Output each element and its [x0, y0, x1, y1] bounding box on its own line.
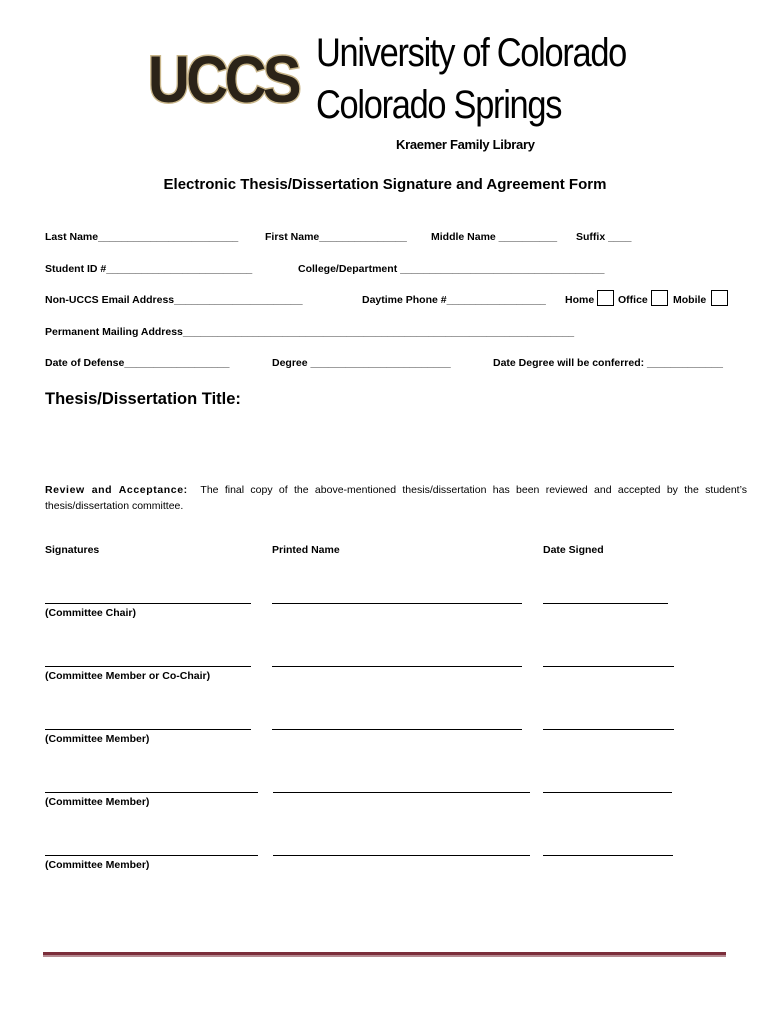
university-name-line1: University of Colorado — [316, 31, 627, 75]
signature-line[interactable] — [45, 855, 258, 856]
review-label: Review and Acceptance: — [45, 484, 188, 496]
signatures-header: Signatures — [45, 544, 100, 556]
printed-name-header: Printed Name — [272, 544, 340, 556]
printed-name-line[interactable] — [273, 792, 530, 793]
signer-role: (Committee Chair) — [45, 607, 137, 619]
email-field[interactable]: Non-UCCS Email Address______________________ — [45, 294, 303, 306]
printed-name-line[interactable] — [272, 729, 522, 730]
uccs-logo — [146, 42, 300, 116]
university-name-line2: Colorado Springs — [316, 83, 562, 127]
signature-line[interactable] — [45, 603, 251, 604]
date-signed-header: Date Signed — [543, 544, 604, 556]
signer-role: (Committee Member) — [45, 859, 150, 871]
student-id-field[interactable]: Student ID #_________________________ — [45, 263, 253, 275]
daytime-phone-field[interactable]: Daytime Phone #_________________ — [362, 294, 546, 306]
date-signed-line[interactable] — [543, 666, 674, 667]
form-title: Electronic Thesis/Dissertation Signature and Agreement Form — [163, 176, 607, 193]
date-signed-line[interactable] — [543, 603, 668, 604]
date-of-defense-field[interactable]: Date of Defense__________________ — [45, 357, 230, 369]
mailing-address-field[interactable]: Permanent Mailing Address___________________________________________________________________ — [45, 326, 575, 338]
svg-text:UCCS: UCCS — [148, 42, 300, 116]
first-name-field[interactable]: First Name_______________ — [265, 231, 407, 243]
mobile-checkbox[interactable] — [711, 290, 728, 306]
printed-name-line[interactable] — [272, 603, 522, 604]
signature-line[interactable] — [45, 729, 251, 730]
home-label: Home — [565, 294, 595, 306]
library-name: Kraemer Family Library — [396, 137, 535, 152]
signer-role: (Committee Member) — [45, 733, 150, 745]
signature-line[interactable] — [45, 792, 258, 793]
date-signed-line[interactable] — [543, 792, 672, 793]
signer-role: (Committee Member) — [45, 796, 150, 808]
signature-line[interactable] — [45, 666, 251, 667]
date-signed-line[interactable] — [543, 855, 673, 856]
home-checkbox[interactable] — [597, 290, 614, 306]
signer-role: (Committee Member or Co-Chair) — [45, 670, 211, 682]
date-signed-line[interactable] — [543, 729, 674, 730]
date-conferred-field[interactable]: Date Degree will be conferred: _____________ — [493, 357, 723, 369]
mobile-label: Mobile — [673, 294, 707, 306]
office-checkbox[interactable] — [651, 290, 668, 306]
college-department-field[interactable]: College/Department ___________________________________ — [298, 263, 605, 275]
degree-field[interactable]: Degree ________________________ — [272, 357, 451, 369]
middle-name-field[interactable]: Middle Name __________ — [431, 231, 558, 243]
review-paragraph — [45, 482, 747, 514]
review-text: The final copy of the above-mentioned thesis/dissertation has been reviewed and accepted by the student’s thesis/dissertation committee. — [45, 484, 747, 512]
thesis-title-label: Thesis/Dissertation Title: — [45, 390, 241, 408]
printed-name-line[interactable] — [273, 855, 530, 856]
footer-rule — [43, 952, 726, 957]
office-label: Office — [618, 294, 648, 306]
last-name-field[interactable]: Last Name________________________ — [45, 231, 239, 243]
printed-name-line[interactable] — [272, 666, 522, 667]
suffix-field[interactable]: Suffix ____ — [576, 231, 632, 243]
